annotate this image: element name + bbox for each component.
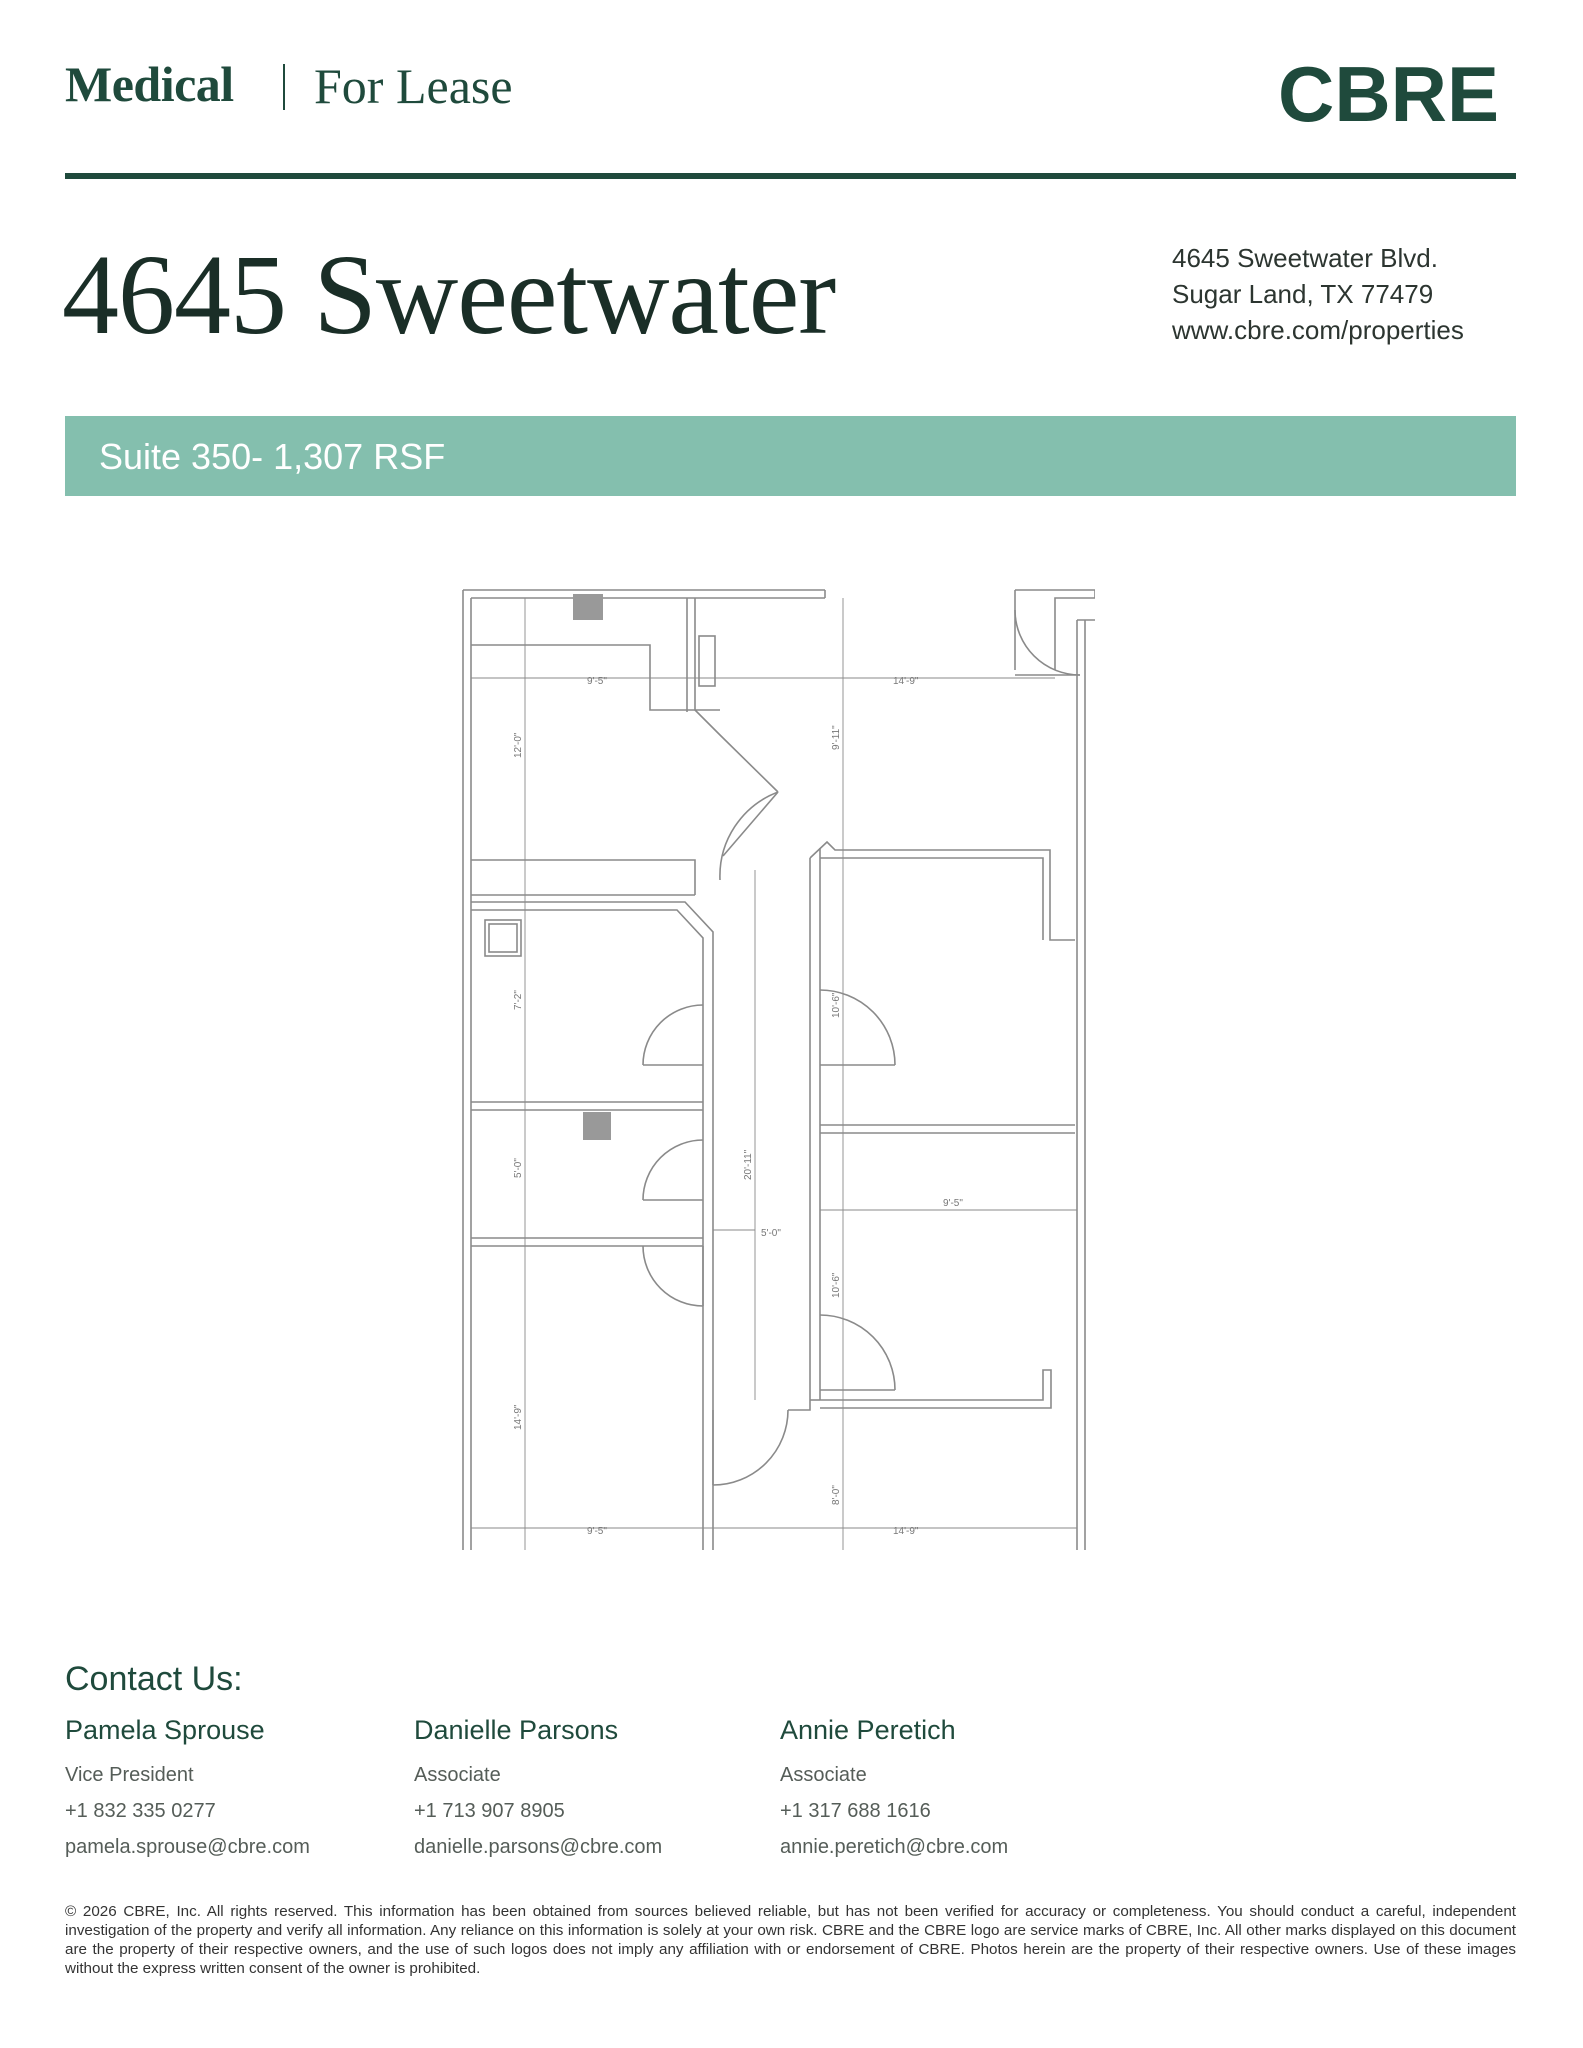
floor-plan-drawing: [455, 580, 1095, 1550]
dim-label: 5'-0": [513, 1158, 524, 1178]
contact-phone[interactable]: +1 713 907 8905: [414, 1800, 565, 1822]
dim-label: 8'-0": [831, 1485, 842, 1505]
dim-label: 14'-9": [893, 1526, 919, 1537]
dim-label: 5'-0": [761, 1228, 781, 1239]
contact-card: [65, 1715, 310, 1872]
contact-heading: Contact Us:: [65, 1660, 243, 1698]
door-arc-entry: [1015, 610, 1080, 675]
header-separator: [283, 64, 285, 110]
dim-label: 14'-9": [893, 676, 919, 687]
suite-label: Suite 350- 1,307 RSF: [99, 436, 446, 477]
dim-label: 9'-11": [831, 725, 842, 750]
contact-email[interactable]: danielle.parsons@cbre.com: [414, 1836, 663, 1858]
contact-email[interactable]: annie.peretich@cbre.com: [780, 1836, 1009, 1858]
contact-name: Danielle Parsons: [414, 1715, 619, 1745]
contact-title: Associate: [780, 1764, 867, 1786]
listing-type-label: For Lease: [314, 58, 513, 114]
contact-phone[interactable]: +1 832 335 0277: [65, 1800, 216, 1822]
category-label: Medical: [65, 56, 234, 112]
property-title: 4645 Sweetwater: [62, 231, 836, 358]
contact-card: [414, 1715, 662, 1872]
dim-label: 9'-5": [587, 1526, 607, 1537]
contact-name: Pamela Sprouse: [65, 1715, 265, 1745]
website-link[interactable]: www.cbre.com/properties: [1172, 315, 1464, 345]
dim-label: 12'-0": [513, 732, 524, 758]
contact-title: Vice President: [65, 1764, 194, 1786]
dim-label: 9'-5": [943, 1198, 963, 1209]
address-line-1: 4645 Sweetwater Blvd.: [1172, 243, 1438, 273]
legal-disclaimer: © 2026 CBRE, Inc. All rights reserved. This information has been obtained from sources believed reliable, but has not been verified for accuracy or completeness. You should conduct a careful, independent investigation of the property and verify all information. Any reliance on this information is solely at your own risk. CBRE and the CBRE logo are service marks of CBRE, Inc. All other marks displayed on this document are the property of their respective owners, and the use of such logos does not imply any affiliation with or endorsement of CBRE. Photos herein are the property of their respective owners. Use of these images without the express written consent of the owner is prohibited.: [65, 1903, 1516, 1977]
contact-name: Annie Peretich: [780, 1715, 956, 1745]
dim-label: 7'-2": [513, 990, 524, 1010]
contact-phone[interactable]: +1 317 688 1616: [780, 1800, 931, 1822]
address-line-2: Sugar Land, TX 77479: [1172, 279, 1434, 309]
contact-title: Associate: [414, 1764, 501, 1786]
dim-label: 20'-11": [743, 1149, 754, 1180]
cbre-logo: CBRE: [1278, 50, 1500, 138]
dim-label: 10'-6": [831, 992, 842, 1018]
dim-label: 9'-5": [587, 676, 607, 687]
dim-label: 10'-6": [831, 1272, 842, 1298]
dim-label: 14'-9": [513, 1404, 524, 1430]
header-rule: [65, 173, 1516, 179]
property-address: [1172, 240, 1464, 348]
floor-plan: [455, 580, 1095, 1550]
wall-north-east: [1015, 590, 1095, 670]
suite-banner: [65, 416, 1516, 496]
contact-card: [780, 1715, 1008, 1872]
contact-email[interactable]: pamela.sprouse@cbre.com: [65, 1836, 310, 1858]
